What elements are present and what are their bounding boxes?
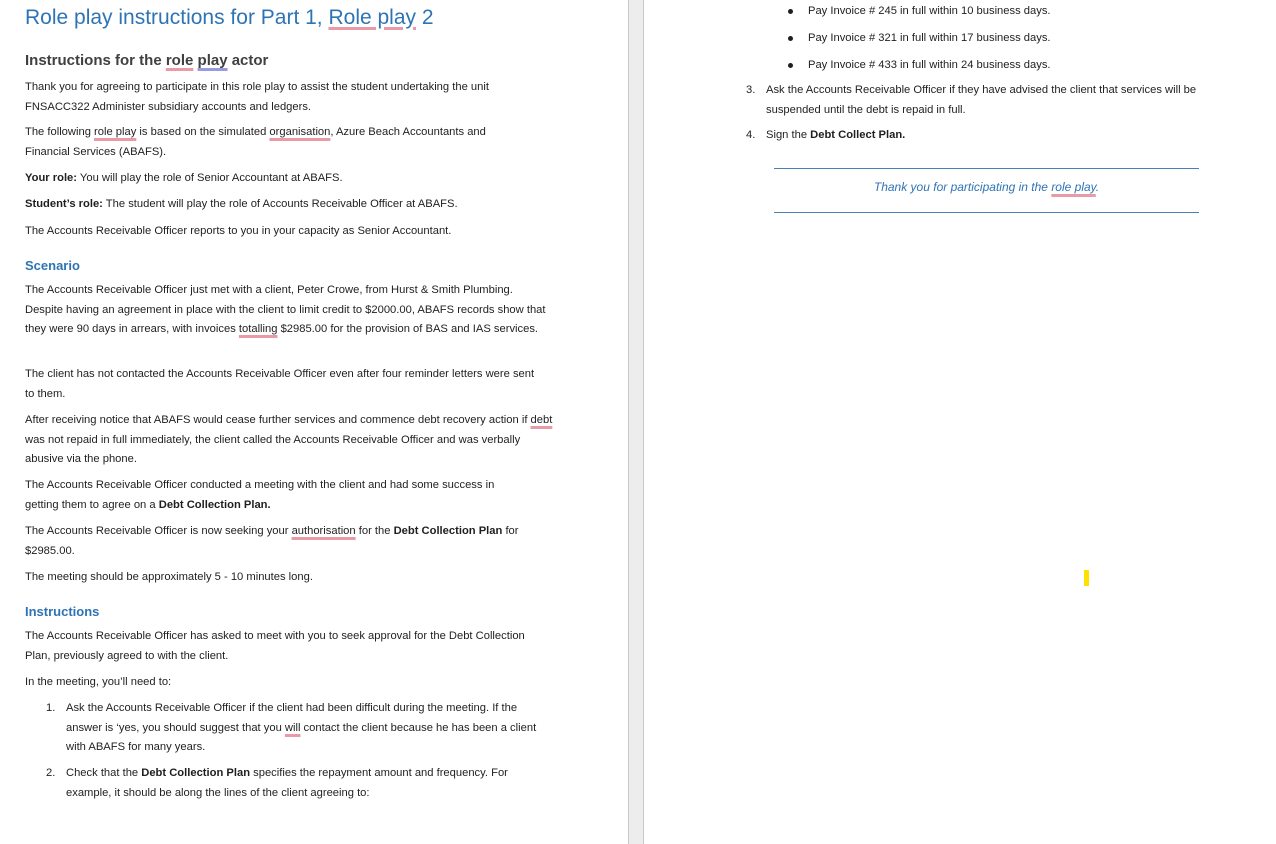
- bold-text: Debt Collection Plan: [141, 767, 251, 779]
- text: After receiving notice that ABAFS would cease further services and commence debt recovery action if: [25, 414, 531, 426]
- text: contact the client because he has been a client with ABAFS for many years.: [66, 721, 537, 753]
- page-gutter: [628, 0, 644, 844]
- bullet-icon: [788, 63, 793, 68]
- instructions-paragraph-1: The Accounts Receivable Officer has asked to meet with you to seek approval for the Debt Collection Plan, previously agreed to with the client.: [25, 630, 525, 662]
- text: The Accounts Receivable Officer just met with a client, Peter Crowe, from Hurst & Smith Plumbing. Despite having an agreement in place with the client to limit credit to $2000.00, ABAFS records show that they were 90 days in arrears, with invoices: [25, 284, 546, 335]
- bold-text: Debt Collection Plan.: [158, 498, 271, 511]
- text: specifies the repayment amount and frequency. For example, it should be along the lines of the client agreeing to:: [66, 767, 508, 799]
- list-item-3: Ask the Accounts Receivable Officer if they have advised the client that services will be suspended until the debt is repaid in full.: [766, 84, 1197, 116]
- text: The Accounts Receivable Officer conducted a meeting with the client and had some success in getting them to agree on a: [25, 479, 495, 511]
- title-text-end: 2: [416, 6, 434, 29]
- your-role-label: Your role:: [25, 172, 78, 184]
- scenario-paragraph-6: The meeting should be approximately 5 - 10 minutes long.: [25, 571, 313, 583]
- spelling-flag-debt[interactable]: debt: [530, 414, 553, 426]
- spelling-flag-role[interactable]: role: [165, 52, 194, 69]
- text: $2985.00 for the provision of BAS and IAS services.: [277, 323, 539, 335]
- scenario-paragraph-5: [25, 522, 545, 561]
- document-page-left: [0, 0, 628, 844]
- bullet-item-1: Pay Invoice # 245 in full within 10 business days.: [808, 5, 1051, 17]
- heading-text: Instructions for the: [25, 52, 166, 69]
- bullet-icon: [788, 36, 793, 41]
- bullet-icon: [788, 9, 793, 14]
- text: The following: [25, 126, 95, 138]
- grammar-flag-will[interactable]: will: [284, 721, 301, 734]
- scenario-paragraph-3: [25, 411, 553, 470]
- text: is based on the simulated: [136, 126, 270, 138]
- text: , Azure Beach Accountants and Financial Services (ABAFS).: [25, 126, 486, 158]
- actor-instructions-heading: [25, 52, 268, 69]
- thanks-note: [774, 180, 1199, 194]
- grammar-flag-play[interactable]: play: [197, 52, 228, 69]
- text: for the: [355, 525, 394, 537]
- your-role-line: [25, 169, 555, 189]
- text: Check that the: [66, 767, 142, 779]
- student-role-text: The student will play the role of Accounts Receivable Officer at ABAFS.: [102, 198, 458, 210]
- bullet-item-3: Pay Invoice # 433 in full within 24 business days.: [808, 59, 1051, 71]
- text: .: [1095, 180, 1100, 194]
- spelling-flag-authorisation[interactable]: authorisation: [291, 525, 356, 537]
- text-cursor-highlight: [1084, 570, 1089, 586]
- list-item-4: [766, 126, 1246, 146]
- text: Sign the: [766, 129, 811, 141]
- instructions-paragraph-2: In the meeting, you’ll need to:: [25, 676, 172, 688]
- list-number-2: 2.: [46, 767, 56, 779]
- scenario-heading: Scenario: [25, 258, 80, 273]
- document-page-right: [644, 0, 1276, 844]
- student-role-line: [25, 195, 555, 215]
- intro-paragraph-1: Thank you for agreeing to participate in this role play to assist the student undertaking the unit FNSACC322 Administer subsidiary accounts and ledgers.: [25, 81, 489, 113]
- page-title: [25, 6, 434, 30]
- reports-to-line: The Accounts Receivable Officer reports to you in your capacity as Senior Accountant.: [25, 225, 452, 237]
- title-text: Role play instructions for Part 1,: [25, 6, 329, 29]
- list-number-3: 3.: [746, 84, 756, 96]
- spelling-flag-role-play[interactable]: Role play: [328, 6, 417, 29]
- spelling-flag-organisation[interactable]: organisation: [269, 126, 331, 138]
- bullet-item-2: Pay Invoice # 321 in full within 17 business days.: [808, 32, 1051, 44]
- text: for $2985.00.: [25, 525, 519, 557]
- intro-paragraph-2: [25, 123, 520, 162]
- spelling-flag-role-play[interactable]: role play: [94, 126, 137, 138]
- text: Ask the Accounts Receivable Officer if the client had been difficult during the meeting. If the answer is ‘yes, you should suggest that you: [66, 702, 518, 734]
- bold-text: Debt Collection Plan: [393, 525, 503, 537]
- scenario-paragraph-2: The client has not contacted the Accounts Receivable Officer even after four reminder letters were sent to them.: [25, 368, 535, 400]
- text: was not repaid in full immediately, the client called the Accounts Receivable Officer and was verbally abusive via the phone.: [25, 433, 521, 465]
- text: The Accounts Receivable Officer is now seeking your: [25, 525, 292, 537]
- heading-text-end: actor: [227, 52, 269, 69]
- scenario-paragraph-1: [25, 281, 553, 340]
- thanks-bottom-rule: [774, 212, 1199, 213]
- scenario-paragraph-4: [25, 476, 525, 515]
- spelling-flag-role-play[interactable]: role play: [1051, 180, 1096, 194]
- thanks-top-rule: [774, 168, 1199, 169]
- text: Thank you for participating in the: [873, 180, 1052, 194]
- student-role-label: Student’s role:: [25, 198, 103, 210]
- list-number-1: 1.: [46, 702, 56, 714]
- bold-text: Debt Collect Plan.: [810, 129, 906, 141]
- instructions-heading: Instructions: [25, 604, 100, 619]
- spelling-flag-totalling[interactable]: totalling: [238, 323, 278, 335]
- your-role-text: You will play the role of Senior Accountant at ABAFS.: [77, 172, 343, 184]
- list-item-2: [66, 764, 546, 803]
- list-item-1: [66, 699, 546, 758]
- list-number-4: 4.: [746, 129, 756, 141]
